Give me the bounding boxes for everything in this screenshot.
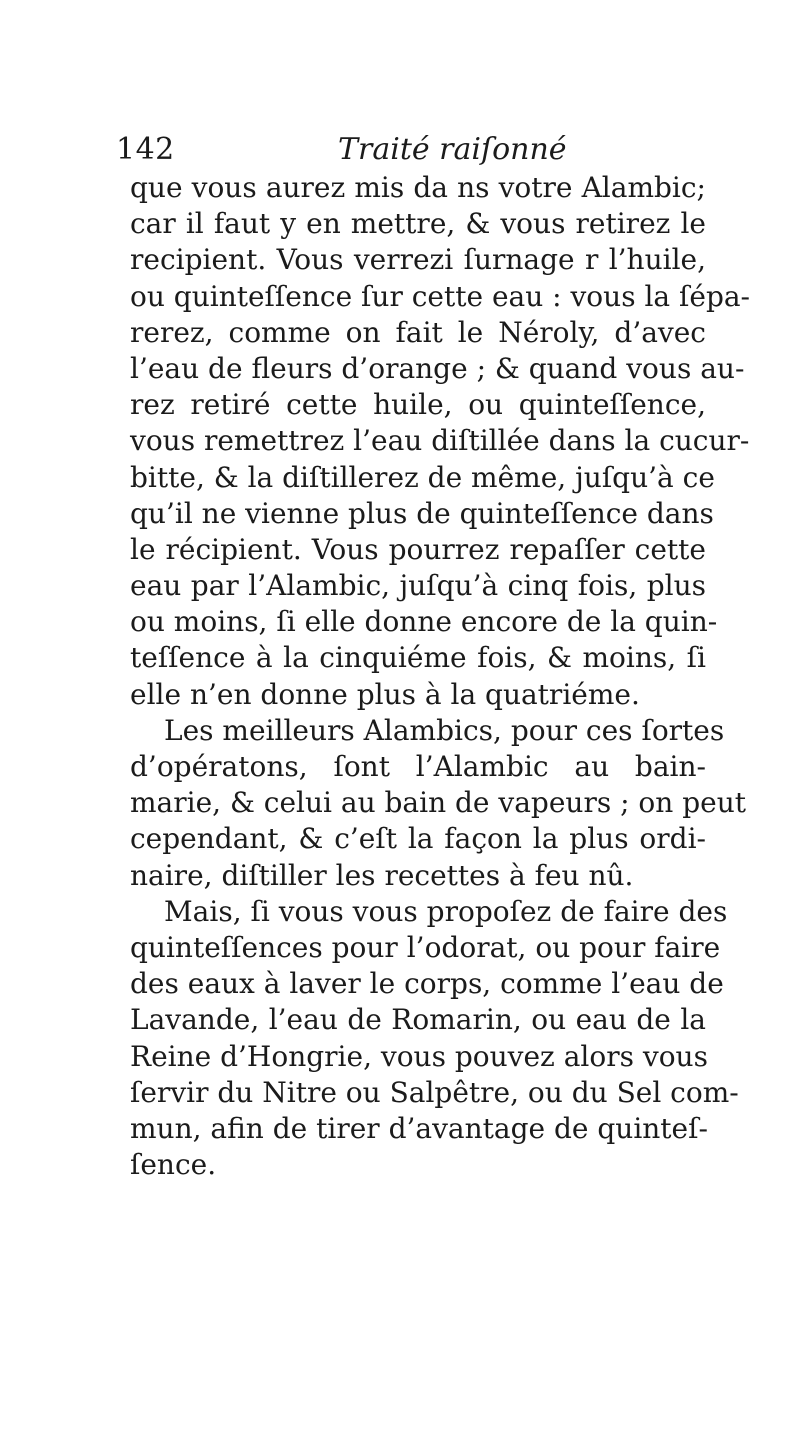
running-title: Traité raiſonné [338, 132, 567, 167]
text-line: ſence. [130, 1148, 217, 1182]
text-line: Lavande, l’eau de Romarin, ou eau de la [130, 1003, 706, 1037]
text-line: recipient. Vous verrezi ſurnage r l’huile, [130, 243, 706, 277]
text-line: teſſence à la cinquiéme fois, & moins, ſi [130, 641, 706, 675]
text-line: Mais, ſi vous vous propoſez de faire des [164, 894, 728, 928]
text-line: elle n’en donne plus à la quatriéme. [130, 677, 640, 711]
text-line: ſervir du Nitre ou Salpêtre, ou du Sel com- [130, 1075, 739, 1109]
text-line: ou moins, ſi elle donne encore de la quin- [130, 605, 718, 639]
text-line: car il faut y en mettre, & vous retirez le [130, 207, 706, 241]
text-line: cependant, & c’eſt la façon la plus ordi- [130, 822, 706, 856]
text-line: Les meilleurs Alambics, pour ces ſortes [164, 713, 725, 747]
text-line: naire, diſtiller les recettes à feu nû. [130, 858, 634, 892]
body-text [130, 170, 751, 1183]
page-number: 142 [116, 132, 175, 167]
text-line: mun, afin de tirer d’avantage de quinteſ- [130, 1111, 708, 1145]
text-line: ou quinteſſence ſur cette eau : vous la ſépa- [130, 279, 751, 313]
text-line: rerez, comme on fait le Néroly, d’avec [130, 315, 706, 349]
text-line: Reine d’Hongrie, vous pouvez alors vous [130, 1039, 708, 1073]
text-line: que vous aurez mis da ns votre Alambic; [130, 171, 706, 204]
text-line: d’opératons, ſont l’Alambic au bain- [130, 750, 706, 783]
text-line: marie, & celui au bain de vapeurs ; on peut [130, 786, 746, 820]
text-line: eau par l’Alambic, juſqu’à cinq fois, plus [130, 569, 706, 603]
text-line: quinteſſences pour l’odorat, ou pour faire [130, 930, 721, 964]
running-head [116, 132, 716, 172]
text-line: des eaux à laver le corps, comme l’eau de [130, 967, 724, 1001]
text-line: bitte, & la diſtillerez de même, juſqu’à ce [130, 460, 715, 494]
text-line: vous remettrez l’eau diſtillée dans la cucur- [130, 424, 750, 458]
text-line: le récipient. Vous pourrez repaſſer cette [130, 532, 706, 566]
text-line: qu’il ne vienne plus de quinteſſence dans [130, 496, 714, 530]
text-line: l’eau de fleurs d’orange ; & quand vous au- [130, 351, 745, 385]
text-line: rez retiré cette huile, ou quinteſſence, [130, 388, 706, 422]
